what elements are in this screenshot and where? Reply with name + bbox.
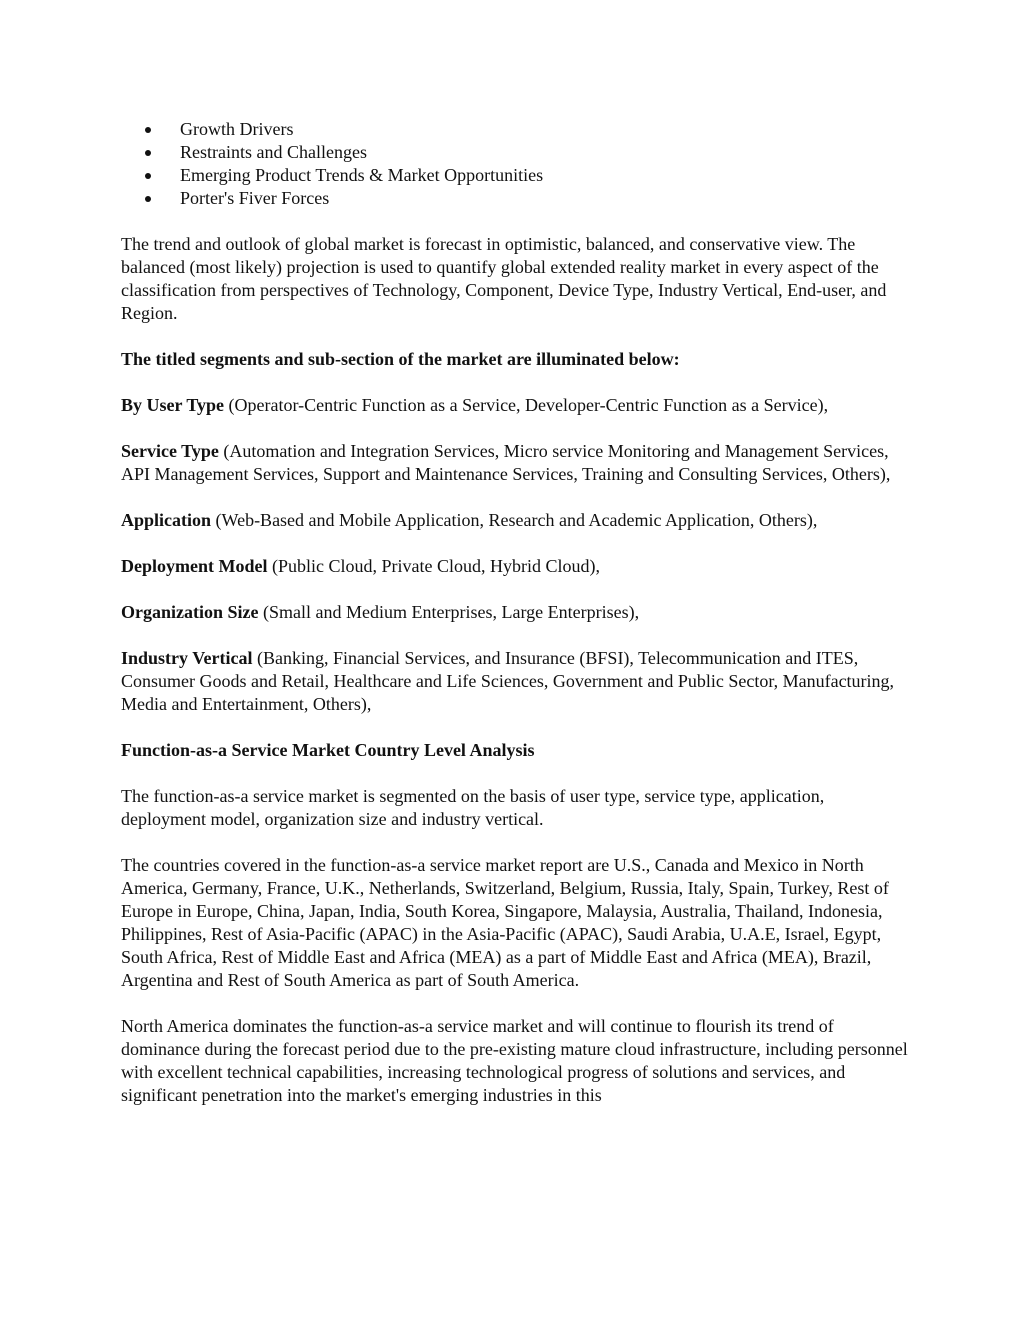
list-item-text: Restraints and Challenges xyxy=(180,142,367,162)
segment-text: (Automation and Integration Services, Micro service Monitoring and Management Services, API Management Services, Support and Maintenance Services, Training and Consulting Services, Others), xyxy=(121,441,891,484)
bullet-icon xyxy=(145,127,151,133)
country-analysis-heading: Function-as-a Service Market Country Level Analysis xyxy=(121,740,535,760)
segment-text: (Operator-Centric Function as a Service, Developer-Centric Function as a Service), xyxy=(224,395,829,415)
list-item-text: Porter's Fiver Forces xyxy=(180,188,330,208)
segment-text: (Public Cloud, Private Cloud, Hybrid Cloud), xyxy=(267,556,600,576)
list-item-text: Emerging Product Trends & Market Opportunities xyxy=(180,165,544,185)
intro-paragraph: The trend and outlook of global market is forecast in optimistic, balanced, and conservative view. The balanced (most likely) projection is used to quantify global extended reality market in every aspect of the classification from perspectives of Technology, Component, Device Type, Industry Vertical, End-user, and Region. xyxy=(121,234,887,323)
list-item xyxy=(121,164,911,187)
segment-paragraph xyxy=(121,440,911,486)
segment-label: Application xyxy=(121,510,212,530)
segmentation-paragraph: The function-as-a service market is segmented on the basis of user type, service type, application, deployment model, organization size and industry vertical. xyxy=(121,786,825,829)
segment-label: Deployment Model xyxy=(121,556,268,576)
segment-paragraph xyxy=(121,394,911,417)
segment-paragraph xyxy=(121,647,911,716)
list-item xyxy=(121,187,911,210)
bullet-icon xyxy=(145,196,151,202)
segment-paragraph xyxy=(121,601,911,624)
segment-label: Organization Size xyxy=(121,602,259,622)
segment-label: Industry Vertical xyxy=(121,648,253,668)
segment-label: By User Type xyxy=(121,395,225,415)
segment-text: (Banking, Financial Services, and Insurance (BFSI), Telecommunication and ITES, Consumer Goods and Retail, Healthcare and Life Sciences, Government and Public Sector, Manufacturing, Media and Entertainment, Others), xyxy=(121,648,895,714)
north-america-paragraph: North America dominates the function-as-a service market and will continue to flourish its trend of dominance during the forecast period due to the pre-existing mature cloud infrastructure, including personnel with excellent technical capabilities, increasing technological progress of solutions and services, and significant penetration into the market's emerging industries in this xyxy=(121,1016,908,1105)
segment-paragraph xyxy=(121,555,911,578)
segment-text: (Web-Based and Mobile Application, Research and Academic Application, Others), xyxy=(211,510,818,530)
segments-heading: The titled segments and sub-section of the market are illuminated below: xyxy=(121,349,680,369)
segment-paragraph xyxy=(121,509,911,532)
countries-paragraph: The countries covered in the function-as-a service market report are U.S., Canada and Mexico in North America, Germany, France, U.K., Netherlands, Switzerland, Belgium, Russia, Italy, Spain, Turkey, Rest of Europe in Europe, China, Japan, India, South Korea, Singapore, Malaysia, Australia, Thailand, Indonesia, Philippines, Rest of Asia-Pacific (APAC) in the Asia-Pacific (APAC), Saudi Arabia, U.A.E, Israel, Egypt, South Africa, Rest of Middle East and Africa (MEA) as a part of Middle East and Africa (MEA), Brazil, Argentina and Rest of South America as part of South America. xyxy=(121,855,889,990)
list-item xyxy=(121,118,911,141)
bullet-list xyxy=(121,118,911,210)
list-item xyxy=(121,141,911,164)
document-page xyxy=(121,118,911,1107)
bullet-icon xyxy=(145,150,151,156)
segment-label: Service Type xyxy=(121,441,219,461)
segment-text: (Small and Medium Enterprises, Large Enterprises), xyxy=(258,602,640,622)
list-item-text: Growth Drivers xyxy=(180,119,294,139)
bullet-icon xyxy=(145,173,151,179)
